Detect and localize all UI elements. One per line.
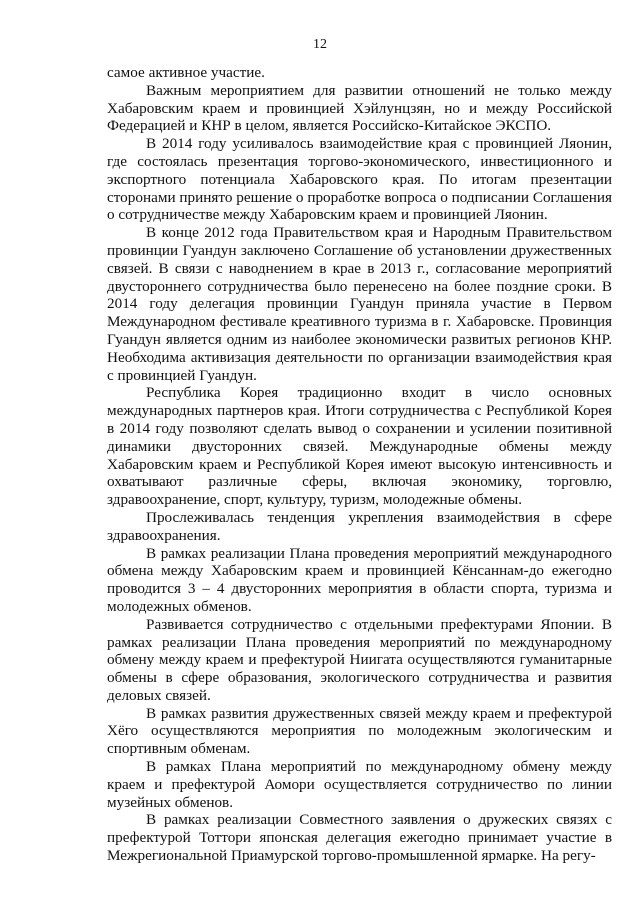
paragraph-gyeongsangnam-do: В рамках реализации Плана проведения мероприятий международного обмена между Хабаровским краем и провинцией Кёнсаннам-до ежегодно проводится 3 – 4 двусторонних мероприятия в области спорта, туризма и молодежных обменов. [107,544,612,615]
paragraph-continuation: самое активное участие. [107,64,265,81]
paragraph-korea: Республика Корея традиционно входит в число основных международных партнеров края. Итоги сотрудничества с Республикой Корея в 2014 году позволяют сделать вывод о сохранении и усилении позитивной динамики двусторонних связей. Международные обмены между Хабаровским краем и Республикой Корея имеют высокую интенсивность и охватывают различные сферы, включая экономику, торговлю, здравоохранение, спорт, культуру, туризм, молодежные обмены. [107,384,612,509]
paragraph-niigata: Развивается сотрудничество с отдельными префектурами Японии. В рамках реализации Плана проведения мероприятий по международному обмену между краем и префектурой Ниигата осуществляются гуманитарные обмены в сфере образования, экологического сотрудничества и развития деловых связей. [107,615,612,704]
page-number: 12 [313,37,327,52]
paragraph-tottori: В рамках реализации Совместного заявления о дружеских связях с префектурой Тоттори японская делегация ежегодно принимает участие в Межрегиональной Приамурской торгово-промышленной ярмарке. На регу- [107,811,612,865]
paragraph-russian-chinese-expo: Важным мероприятием для развитии отношений не только между Хабаровским краем и провинцией Хэйлунцзян, но и между Российской Федерацией и КНР в целом, является Российско-Китайское ЭКСПО. [107,81,612,135]
paragraph-aomori: В рамках Плана мероприятий по международному обмену между краем и префектурой Аомори осуществляется сотрудничество по линии музейных обменов. [107,758,612,811]
paragraph-guangdong: В конце 2012 года Правительством края и Народным Правительством провинции Гуандун заключено Соглашение об установлении дружественных связей. В связи с наводнением в крае в 2013 г., согласование мероприятий двустороннего сотрудничества было перенесено на более поздние сроки. В 2014 году делегация провинции Гуандун приняла участие в Первом Международном фестивале креативного туризма в г. Хабаровске. Провинция Гуандун является одним из наиболее экономически развитых регионов КНР. Необходима активизация деятельности по организации взаимодействия края с провинцией Гуандун. [107,224,612,384]
paragraph-hyogo: В рамках развития дружественных связей между краем и префектурой Хёго осуществляются мероприятия по молодежным экологическим и спортивным обменам. [107,704,612,758]
document-body [107,64,612,865]
paragraph-liaoning: В 2014 году усиливалось взаимодействие края с провинцией Ляонин, где состоялась презентация торгово-экономического, инвестиционного и экспортного потенциала Хабаровского края. По итогам презентации сторонами принято решение о проработке вопроса о подписании Соглашения о сотрудничестве между Хабаровским краем и провинцией Ляонин. [107,135,612,224]
paragraph-healthcare: Прослеживалась тенденция укрепления взаимодействия в сфере здравоохранения. [107,508,612,544]
